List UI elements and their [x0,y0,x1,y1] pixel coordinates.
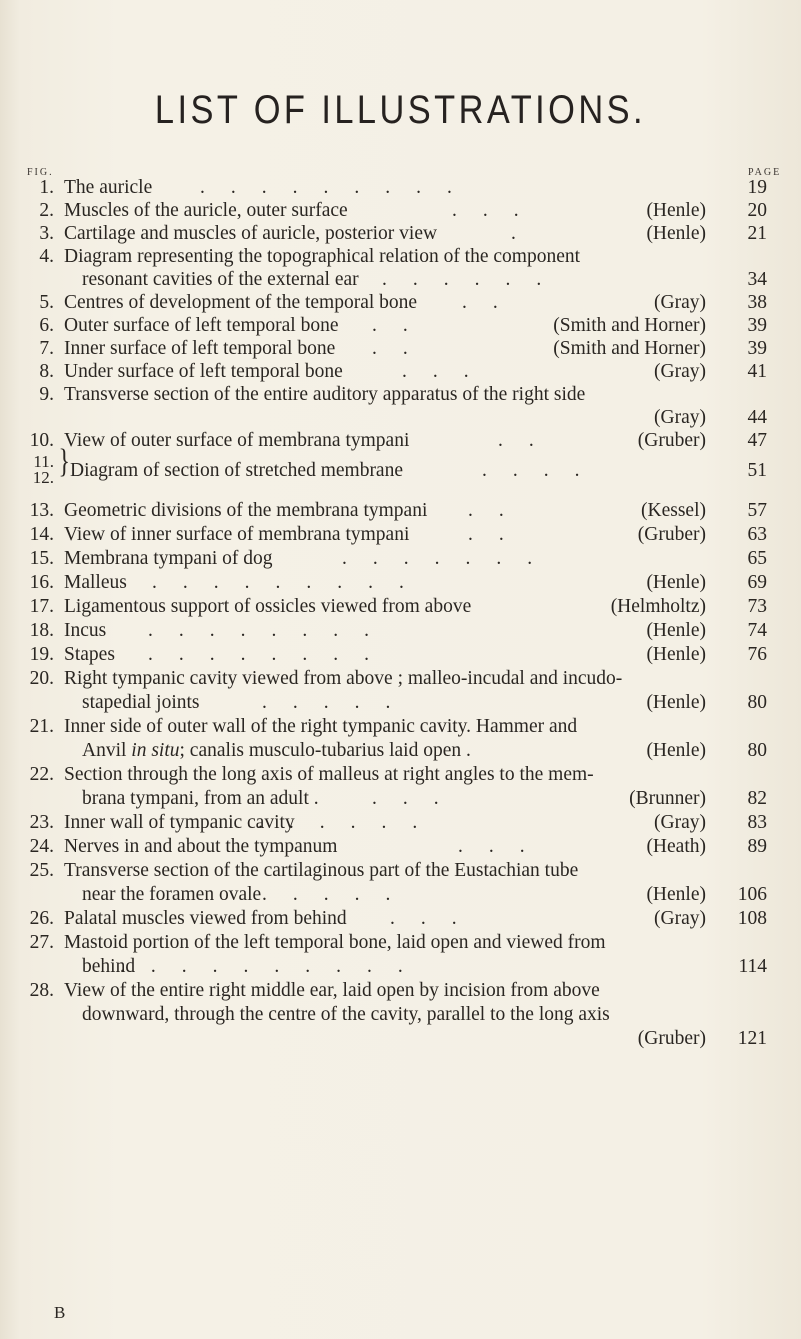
fig-author: (Henle) [646,223,706,244]
list-item [0,245,801,269]
page-number: 106 [737,884,767,905]
page-number: 20 [747,200,767,221]
fig-number: 24. [29,836,54,857]
page-number: 89 [747,836,767,857]
list-item [0,667,801,691]
fig-title: Anvil in situ; canalis musculo-tubarius laid open . [82,740,471,761]
fig-number: 25. [29,860,54,881]
fig-title: Transverse section of the cartilaginous part of the Eustachian tube [64,860,579,881]
fig-author: (Brunner) [629,788,706,809]
fig-title: Malleus [64,572,127,593]
fig-number: 2. [39,200,54,221]
list-item: 15. Membrana tympani of dog ....... 65 [0,547,801,571]
list-item: 10. View of outer surface of membrana tympani .. (Gruber) 47 [0,429,801,453]
fig-author: (Gruber) [637,430,706,451]
page-number: 80 [747,692,767,713]
page-number: 83 [747,812,767,833]
list-item: 23. Inner wall of tympanic cavity ...... (Gray) 83 [0,811,801,835]
fig-title: View of the entire right middle ear, laid open by incision from above [64,980,600,1001]
fig-author: (Henle) [646,572,706,593]
page-number: 108 [737,908,767,929]
fig-title: Outer surface of left temporal bone [64,315,339,336]
fig-number: 19. [29,644,54,665]
page-number: 44 [747,407,767,428]
fig-author: (Gray) [654,292,706,313]
fig-title: brana tympani, from an adult . [82,788,319,809]
fig-number: 13. [29,500,54,521]
page-number: 121 [737,1028,767,1049]
fig-author: (Kessel) [641,500,706,521]
list-item-continuation [0,406,801,430]
list-item: 8. Under surface of left temporal bone ... (Gray) 41 [0,360,801,384]
fig-number: 9. [39,384,54,405]
list-item-continuation: near the foramen ovale ..... (Henle) 106 [82,884,767,905]
fig-title: downward, through the centre of the cavity, parallel to the long axis [82,1004,610,1025]
page-number: 80 [747,740,767,761]
fig-number: 18. [29,620,54,641]
page-number: 114 [738,956,767,977]
fig-number: 22. [29,764,54,785]
fig-number: 28. [29,980,54,1001]
fig-number: 20. [29,668,54,689]
list-item: 7. Inner surface of left temporal bone .. (Smith and Horner) 39 [0,337,801,361]
list-item [0,859,801,883]
fig-number: 26. [29,908,54,929]
fig-author: (Smith and Horner) [553,338,706,359]
list-item: 24. Nerves in and about the tympanum ... (Heath) 89 [0,835,801,859]
fig-author: (Gruber) [637,524,706,545]
list-item: 13. Geometric divisions of the membrana tympani .. (Kessel) 57 [0,499,801,523]
fig-title: Palatal muscles viewed from behind [64,908,347,929]
fig-title: View of inner surface of membrana tympani [64,524,410,545]
fig-number: 12. [32,468,54,487]
list-item: 26. Palatal muscles viewed from behind ... (Gray) 108 [0,907,801,931]
page-number: 39 [747,315,767,336]
fig-title: Inner surface of left temporal bone [64,338,336,359]
fig-title: Under surface of left temporal bone [64,361,343,382]
fig-title: Cartilage and muscles of auricle, posterior view [64,223,438,244]
fig-author: (Gruber) [637,1028,706,1049]
page-number: 39 [747,338,767,359]
list-item: 2. Muscles of the auricle, outer surface ... (Henle) 20 [0,199,801,223]
page-number: 69 [747,572,767,593]
fig-number: 5. [39,292,54,313]
page-number: 41 [747,361,767,382]
fig-title: Transverse section of the entire auditory apparatus of the right side [64,384,586,405]
fig-number: 3. [39,223,54,244]
list-item [0,979,801,1003]
list-item-continuation: stapedial joints ..... (Henle) 80 [82,692,767,713]
fig-number: 21. [29,716,54,737]
list-item-continuation: brana tympani, from an adult . ... (Brunner) 82 [82,788,767,809]
page-number: 74 [747,620,767,641]
fig-number: 23. [29,812,54,833]
list-item-continuation [0,1003,801,1027]
fig-title: Section through the long axis of malleus at right angles to the mem- [64,764,594,785]
fig-title: Diagram of section of stretched membrane [70,460,403,481]
fig-author: (Henle) [646,692,706,713]
page-number: 65 [747,548,767,569]
list-item [0,763,801,787]
page-number: 76 [747,644,767,665]
fig-title: Nerves in and about the tympanum [64,836,338,857]
fig-title: near the foramen ovale [82,884,262,905]
list-item: 16. Malleus ......... (Henle) 69 [0,571,801,595]
page-number: 34 [747,269,767,290]
page-number: 21 [747,223,767,244]
list-item: 14. View of inner surface of membrana tympani .. (Gruber) 63 [0,523,801,547]
page-title: LIST OF ILLUSTRATIONS. [154,88,647,132]
fig-title: stapedial joints [82,692,200,713]
page-number: 51 [747,460,767,481]
page-number: 57 [747,500,767,521]
list-item: 18. Incus ........ (Henle) 74 [0,619,801,643]
fig-author: (Gray) [654,812,706,833]
fig-title: Diagram representing the topographical relation of the component [64,246,581,267]
page-number: 38 [747,292,767,313]
list-item-continuation: behind .......... 114 [82,956,767,977]
fig-title: Inner wall of tympanic cavity [64,812,295,833]
list-item-continuation [0,1027,801,1051]
fig-number: 10. [29,430,54,451]
fig-number: 4. [39,246,54,267]
fig-number: 7. [39,338,54,359]
fig-author: (Heath) [646,836,706,857]
fig-author: (Henle) [646,884,706,905]
fig-title: Mastoid portion of the left temporal bone, laid open and viewed from [64,932,606,953]
fig-number: 8. [39,361,54,382]
page-number: 82 [747,788,767,809]
list-item: 6. Outer surface of left temporal bone .. (Smith and Horner) 39 [0,314,801,338]
list-item: 5. Centres of development of the temporal bone .. (Gray) 38 [0,291,801,315]
column-header-page: PAGE [748,167,782,178]
brace-symbol: } [58,443,70,480]
page-number: 19 [747,177,767,198]
list-item [0,383,801,407]
fig-author: (Henle) [646,620,706,641]
fig-number: 27. [29,932,54,953]
list-item [0,931,801,955]
fig-title: Inner side of outer wall of the right tympanic cavity. Hammer and [64,716,578,737]
list-item: 3. Cartilage and muscles of auricle, posterior view . (Henle) 21 [0,222,801,246]
page-number: 47 [747,430,767,451]
fig-number: 1. [39,177,54,198]
list-item: 11. 12. } Diagram of section of stretched membrane .... 51 [0,453,801,487]
fig-number: 14. [29,524,54,545]
fig-number: 6. [39,315,54,336]
fig-title: The auricle [64,177,153,198]
list-item [0,715,801,739]
list-item: 1. The auricle ......... 19 [0,176,801,200]
list-item [0,595,801,619]
list-item-continuation: resonant cavities of the external ear ...... 34 [82,269,767,290]
column-header-fig: FIG. [27,167,54,178]
fig-author: (Smith and Horner) [553,315,706,336]
fig-title: behind [82,956,136,977]
fig-author: (Gray) [654,908,706,929]
fig-title: Geometric divisions of the membrana tympani [64,500,428,521]
fig-title: Incus [64,620,107,641]
fig-number: 17. [29,596,54,617]
fig-number: 11. [33,452,54,471]
fig-title: Centres of development of the temporal bone [64,292,418,313]
fig-title: Right tympanic cavity viewed from above ; malleo-incudal and incudo- [64,668,623,689]
fig-title: Stapes [64,644,115,665]
fig-title: View of outer surface of membrana tympani [64,430,410,451]
fig-title: Ligamentous support of ossicles viewed from above [64,596,472,617]
fig-title: Muscles of the auricle, outer surface [64,200,348,221]
list-item: 19. Stapes ........ (Henle) 76 [0,643,801,667]
fig-author: (Helmholtz) [610,596,706,617]
fig-author: (Henle) [646,200,706,221]
fig-number: 15. [29,548,54,569]
signature-mark: B [54,1303,66,1322]
fig-author: (Henle) [646,740,706,761]
fig-number: 16. [29,572,54,593]
fig-author: (Gray) [654,361,706,382]
fig-title: resonant cavities of the external ear [82,269,359,290]
page-number: 73 [747,596,767,617]
fig-title: Membrana tympani of dog [64,548,273,569]
fig-author: (Gray) [654,407,706,428]
page-number: 63 [747,524,767,545]
fig-author: (Henle) [646,644,706,665]
list-item-continuation [0,739,801,763]
